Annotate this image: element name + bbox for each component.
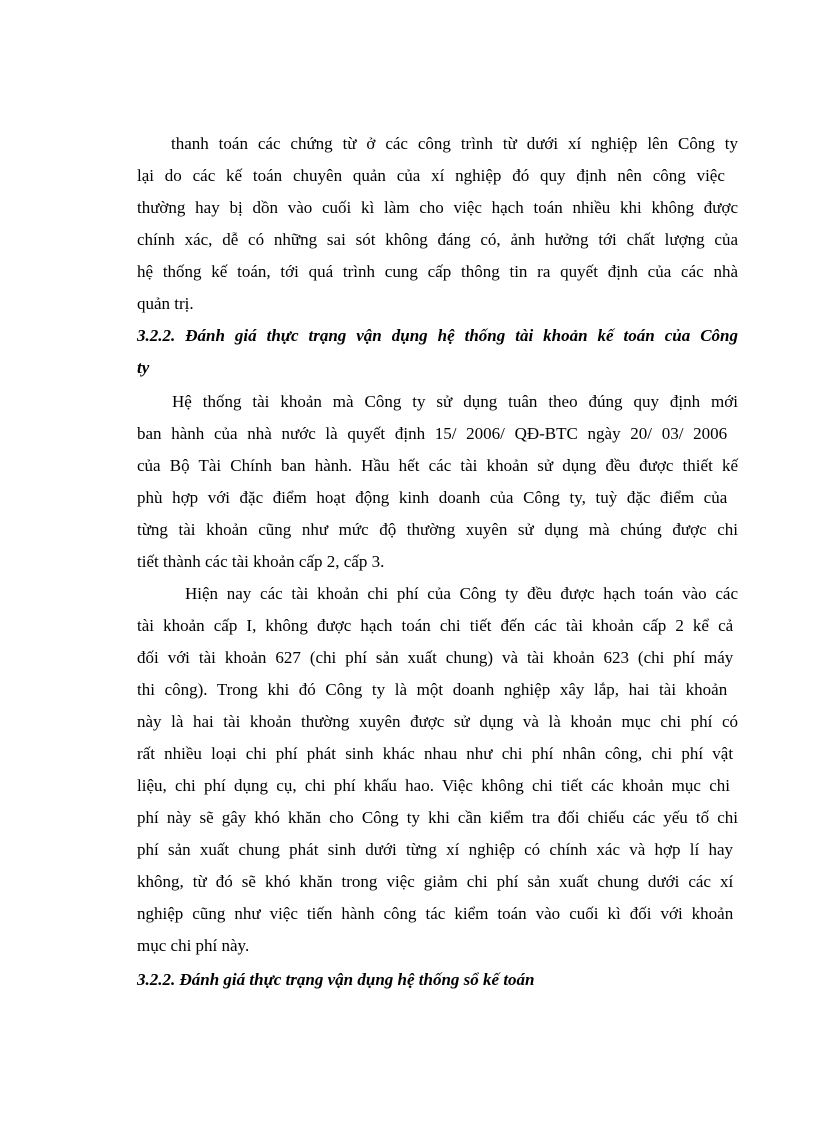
text-line: không, từ đó sẽ khó khăn trong việc giảm chi phí sản xuất chung dưới các xí	[137, 872, 734, 891]
text-line: phí này sẽ gây khó khăn cho Công ty khi cần kiểm tra đối chiếu các yếu tố chi	[137, 808, 738, 827]
text-line: thi công). Trong khi đó Công ty là một doanh nghiệp xây lắp, hai tài khoản	[137, 680, 728, 699]
text-line: liệu, chi phí dụng cụ, chi phí khấu hao. Việc không chi tiết các khoản mục chi	[137, 776, 730, 795]
text-line: tiết thành các tài khoản cấp 2, cấp 3.	[137, 552, 385, 571]
text-line: thường hay bị dồn vào cuối kì làm cho việc hạch toán nhiều khi không được	[137, 198, 738, 217]
heading-line: 3.2.2. Đánh giá thực trạng vận dụng hệ thống sổ kế toán	[137, 970, 535, 989]
text-line: Hệ thống tài khoản mà Công ty sử dụng tuân theo đúng quy định mới	[172, 392, 738, 411]
text-line: từng tài khoản cũng như mức độ thường xuyên sử dụng mà chúng được chi	[137, 520, 738, 539]
heading-line: 3.2.2. Đánh giá thực trạng vận dụng hệ thống tài khoản kế toán của Công	[137, 326, 738, 345]
text-line: mục chi phí này.	[137, 936, 250, 955]
text-line: này là hai tài khoản thường xuyên được sử dụng và là khoản mục chi phí có	[137, 712, 738, 731]
text-line: quản trị.	[137, 294, 194, 313]
text-line: của Bộ Tài Chính ban hành. Hầu hết các tài khoản sử dụng đều được thiết kế	[137, 456, 738, 475]
text-line: phí sản xuất chung phát sinh dưới từng xí nghiệp có chính xác và hợp lí hay	[137, 840, 734, 859]
text-line: đối với tài khoản 627 (chi phí sản xuất chung) và tài khoản 623 (chi phí máy	[137, 648, 734, 667]
heading-line: ty	[137, 358, 150, 377]
text-line: Hiện nay các tài khoản chi phí của Công ty đều được hạch toán vào các	[185, 584, 738, 603]
text-line: tài khoản cấp I, không được hạch toán chi tiết đến các tài khoản cấp 2 kể cả	[137, 616, 734, 635]
text-line: lại do các kế toán chuyên quản của xí nghiệp đó quy định nên công việc	[137, 166, 725, 185]
text-line: phù hợp với đặc điểm hoạt động kinh doanh của Công ty, tuỳ đặc điểm của	[137, 488, 728, 507]
text-line: ban hành của nhà nước là quyết định 15/ 2006/ QĐ-BTC ngày 20/ 03/ 2006	[137, 424, 728, 443]
text-line: thanh toán các chứng từ ở các công trình từ dưới xí nghiệp lên Công ty	[171, 134, 738, 153]
text-line: chính xác, dễ có những sai sót không đáng có, ảnh hưởng tới chất lượng của	[137, 230, 738, 249]
text-line: nghiệp cũng như việc tiến hành công tác kiểm toán vào cuối kì đối với khoản	[137, 904, 734, 923]
text-line: hệ thống kế toán, tới quá trình cung cấp thông tin ra quyết định của các nhà	[137, 262, 738, 281]
text-line: rất nhiều loại chi phí phát sinh khác nhau như chi phí nhân công, chi phí vật	[137, 744, 734, 763]
